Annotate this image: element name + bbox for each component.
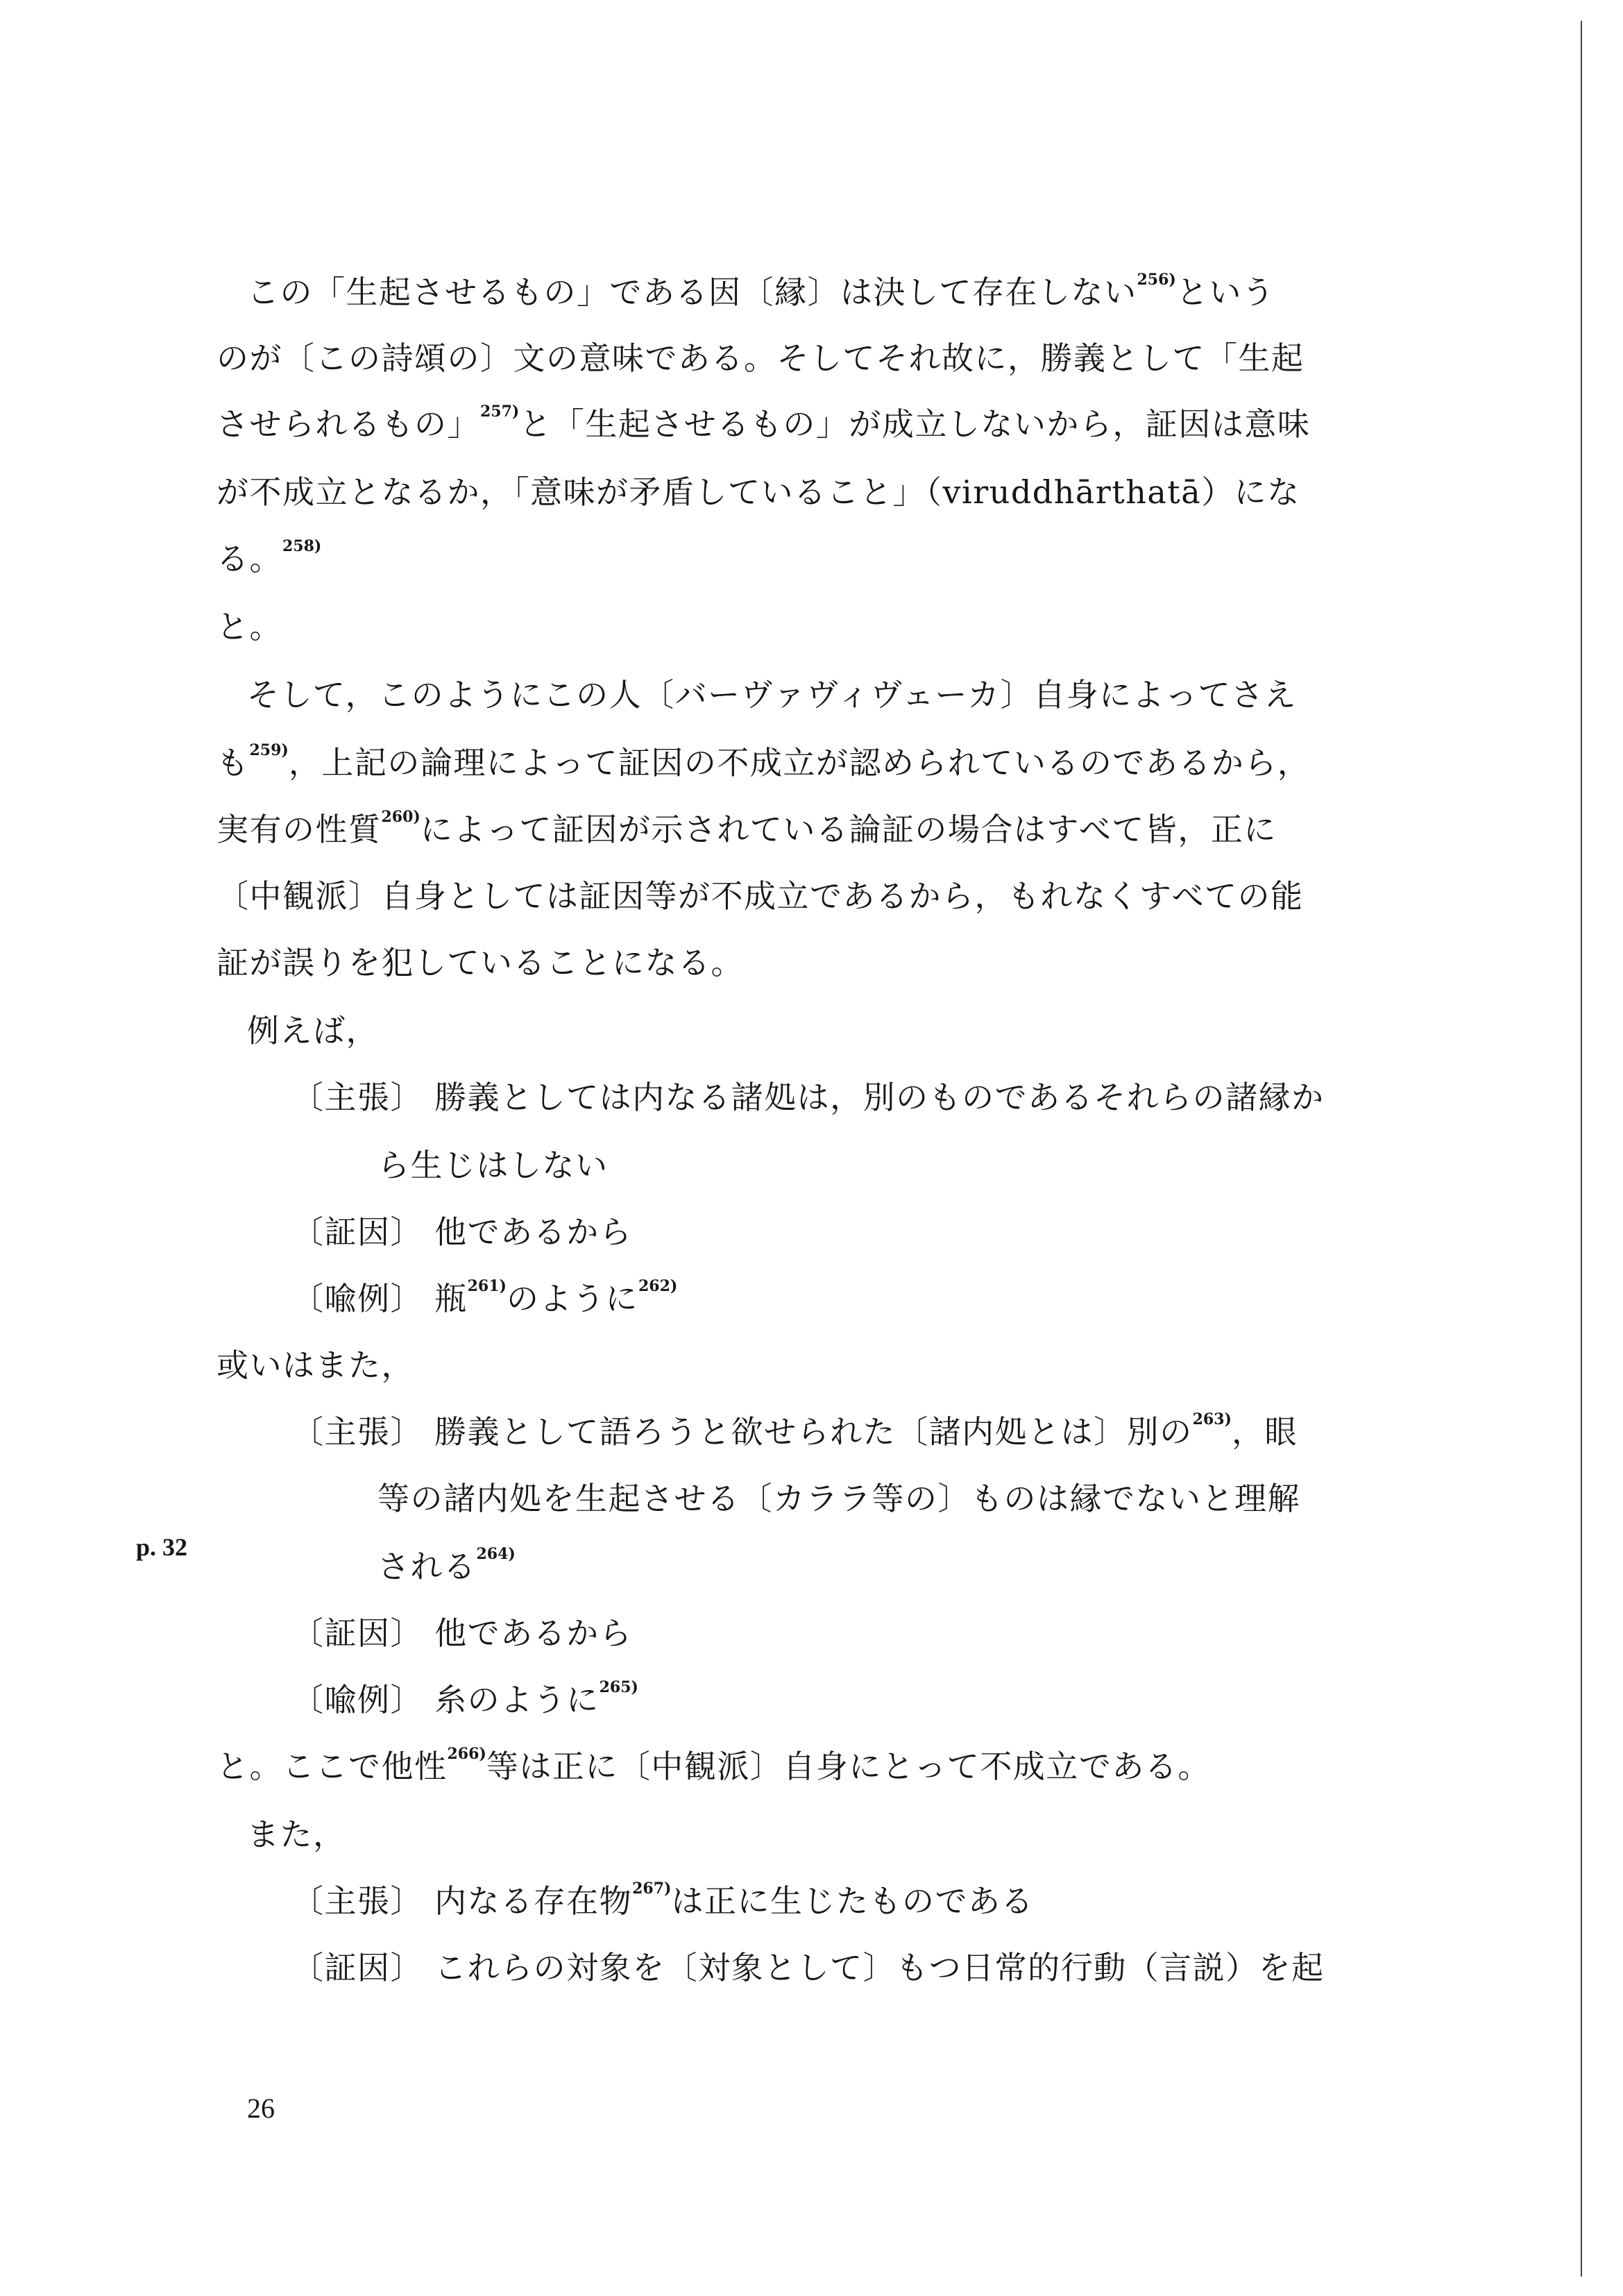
text-run: 〔主張〕 勝義としては内なる諸処は，別のものであるそれらの諸縁か (291, 1079, 1325, 1116)
footnote-ref: 264) (476, 1545, 516, 1563)
text-run: 〔喩例〕 糸のように (291, 1681, 600, 1719)
text-line (216, 473, 1300, 511)
text-line (216, 808, 1277, 848)
text-run: も (216, 744, 250, 782)
text-line (377, 1545, 516, 1585)
footnote-ref: 259) (249, 741, 289, 759)
text-line (377, 1147, 609, 1184)
text-line (216, 339, 1305, 377)
text-run: ら生じはしない (377, 1147, 609, 1184)
text-line (247, 1012, 379, 1049)
margin-page-reference: p. 32 (136, 1533, 188, 1561)
text-line (291, 1880, 1034, 1920)
text-line (216, 537, 322, 577)
text-run: と。 (216, 608, 282, 645)
text-run: 等の諸内処を生起させる〔カララ等の〕ものは縁でないと理解 (377, 1480, 1300, 1517)
text-run: 〔中観派〕自身としては証因等が不成立であるから，もれなくすべての能 (216, 877, 1304, 915)
text-run: ，上記の論理によって証因の不成立が認められているのであるから， (288, 744, 1311, 782)
text-line (247, 676, 1298, 714)
text-run: のように (506, 1280, 638, 1317)
text-line (216, 403, 1311, 443)
text-line (291, 1410, 1298, 1451)
text-line (216, 1347, 414, 1384)
footnote-ref: 256) (1137, 271, 1176, 289)
text-run: させられるもの」 (216, 405, 480, 443)
text-run: 〔主張〕 勝義として語ろうと欲せられた〔諸内処とは〕別の (291, 1413, 1193, 1451)
text-line (216, 608, 282, 645)
text-run: 或いはまた， (216, 1347, 414, 1384)
text-run: と。ここで他性 (216, 1748, 448, 1785)
text-line (247, 271, 1275, 311)
text-line (247, 1816, 346, 1853)
text-run: 〔証因〕 他であるから (291, 1213, 633, 1251)
text-line (291, 1614, 633, 1652)
text-run: によって証因が示されている論証の場合はすべて皆，正に (420, 811, 1277, 848)
footnote-ref: 257) (480, 403, 520, 421)
footnote-ref: 263) (1192, 1410, 1232, 1428)
text-run: が不成立となるか，「意味が矛盾していること」（viruddhārthatā）にな (216, 473, 1300, 511)
text-run: 証が誤りを犯していることになる。 (216, 944, 744, 981)
footnote-ref: 266) (447, 1745, 486, 1763)
text-line (216, 741, 1311, 782)
text-run: される (377, 1548, 477, 1585)
footnote-ref: 258) (282, 537, 322, 555)
text-run: のが〔この詩頌の〕文の意味である。そしてそれ故に，勝義として「生起 (216, 339, 1305, 377)
text-run: この「生起させるもの」である因〔縁〕は決して存在しない (247, 273, 1137, 311)
text-run: 〔喩例〕 瓶 (291, 1280, 468, 1317)
footnote-ref: 265) (599, 1678, 638, 1696)
text-run: という (1175, 273, 1275, 311)
text-run: 例えば， (247, 1012, 379, 1049)
text-run: は正に生じたものである (671, 1882, 1034, 1920)
footnote-ref: 267) (632, 1880, 672, 1898)
text-run: 〔証因〕 他であるから (291, 1614, 633, 1652)
text-line (291, 1079, 1325, 1116)
text-run: 〔主張〕 内なる存在物 (291, 1882, 633, 1920)
text-line (291, 1949, 1325, 1986)
text-run: ，眼 (1231, 1413, 1298, 1451)
footnote-ref: 261) (467, 1277, 507, 1295)
text-line (216, 877, 1304, 915)
scan-edge-shadow (1579, 21, 1583, 2277)
text-run: る。 (216, 540, 282, 577)
text-line (291, 1277, 678, 1317)
text-line (291, 1213, 633, 1251)
footnote-ref: 262) (638, 1277, 678, 1295)
page-number: 26 (247, 2093, 275, 2124)
text-line (216, 944, 744, 981)
text-run: 〔証因〕 これらの対象を〔対象として〕もつ日常的行動（言説）を起 (291, 1949, 1325, 1986)
text-run: そして，このようにこの人〔バーヴァヴィヴェーカ〕自身によってさえ (247, 676, 1298, 714)
text-line (216, 1745, 1211, 1785)
text-run: また， (247, 1816, 346, 1853)
text-run: と「生起させるもの」が成立しないから，証因は意味 (519, 405, 1311, 443)
footnote-ref: 260) (381, 808, 420, 826)
text-line (291, 1678, 638, 1719)
text-line (377, 1480, 1300, 1517)
text-run: 等は正に〔中観派〕自身にとって不成立である。 (486, 1748, 1211, 1785)
text-run: 実有の性質 (216, 811, 382, 848)
